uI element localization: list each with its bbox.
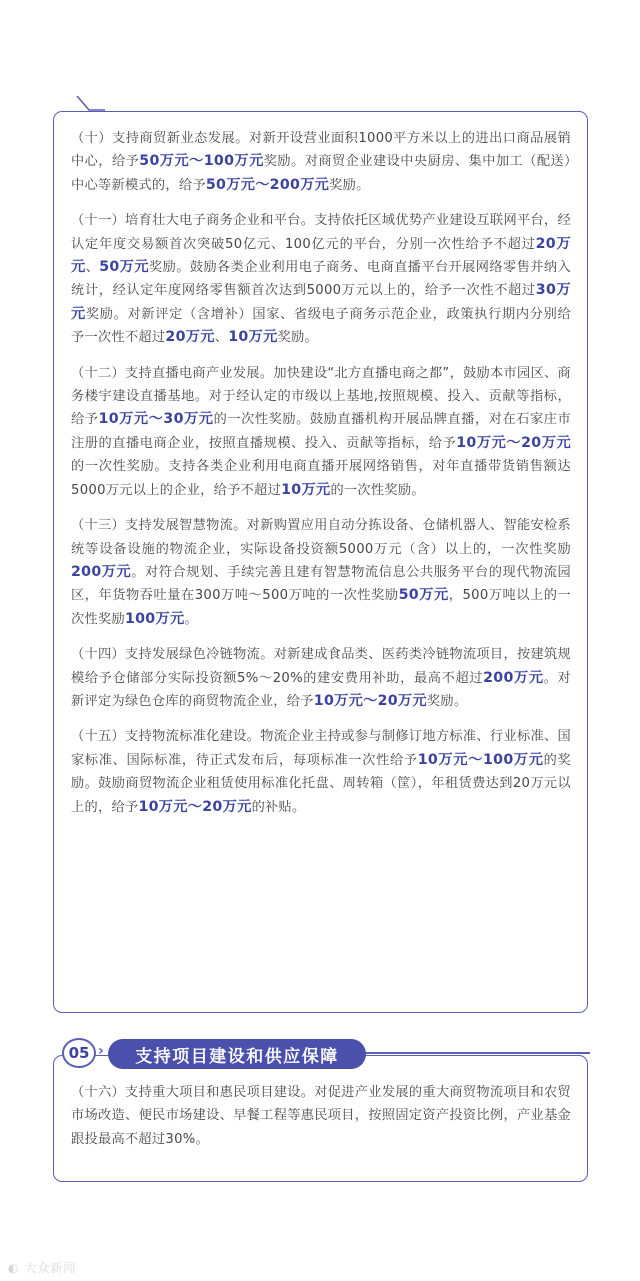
paragraph-text: （十六）支持重大项目和惠民项目建设。对促进产业发展的重大商贸物流项目和农贸市场改造、便民市场建设、早餐工程等惠民项目，按照固定资产投资比例，产业基金跟投最高不超过30%。 bbox=[71, 1085, 571, 1147]
policy-paragraph bbox=[71, 209, 571, 349]
paragraph-text: 的补贴。 bbox=[251, 799, 306, 815]
paragraph-text: 奖励。鼓励各类企业利用电子商务、电商直播平台开展网络零售并纳入统计，经认定年度网络零售额首次达到5000万元以上的，给予一次性不超过 bbox=[71, 260, 571, 299]
policy-paragraph bbox=[71, 514, 571, 631]
amount-highlight: 200万元 bbox=[483, 669, 544, 686]
paragraph-text: 奖励。 bbox=[426, 693, 468, 709]
policy-paragraph bbox=[71, 127, 571, 197]
section-title: 支持项目建设和供应保障 bbox=[108, 1039, 366, 1069]
amount-highlight: 10万元 bbox=[281, 481, 331, 498]
paragraph-text: ，500万吨以上的一次性奖励 bbox=[71, 588, 572, 627]
amount-highlight: 50万元 bbox=[398, 587, 449, 604]
amount-highlight: 30万元 bbox=[71, 282, 571, 322]
amount-highlight: 10万元～20万元 bbox=[138, 798, 252, 815]
chevron-right-icon: › bbox=[98, 1043, 104, 1059]
watermark-text: 大众新闻 bbox=[24, 1261, 77, 1275]
paragraph-text: 奖励。对新评定（含增补）国家、省级电子商务示范企业，政策执行期内分别给予一次性不超过 bbox=[71, 306, 571, 346]
paragraph-text: 。 bbox=[184, 611, 198, 627]
amount-highlight: 10万元 bbox=[228, 329, 278, 346]
amount-highlight: 100万元 bbox=[124, 610, 185, 627]
amount-highlight: 50万元～200万元 bbox=[205, 176, 330, 193]
policy-paragraph bbox=[71, 362, 571, 502]
policy-paragraph bbox=[71, 1081, 571, 1151]
amount-highlight: 10万元～20万元 bbox=[313, 692, 427, 709]
section-divider-line bbox=[365, 1052, 590, 1054]
paragraph-text: （十）支持商贸新业态发展。对新开设营业面积1000平方米以上的进出口商品展销中心，给予 bbox=[71, 131, 571, 170]
amount-highlight: 50万元 bbox=[99, 259, 149, 276]
paragraph-text: 奖励。 bbox=[329, 177, 370, 193]
amount-highlight: 200万元 bbox=[71, 563, 132, 580]
paragraph-text: 。对符合规划、手续完善且建有智慧物流信息公共服务平台的现代物流园区，年货物吞吐量在300万吨～500万吨的一次性奖励 bbox=[71, 564, 571, 604]
weibo-logo-icon: ◐ bbox=[8, 1261, 20, 1275]
paragraph-text: （十一）培育壮大电子商务企业和平台。支持依托区域优势产业建设互联网平台，经认定年度交易额首次突破50亿元、100亿元的平台，分别一次性给予不超过 bbox=[71, 213, 571, 252]
paragraph-text: 。对新评定为绿色仓库的商贸物流企业，给予 bbox=[71, 670, 572, 709]
paragraph-text: 的一次性奖励。鼓励直播机构开展品牌直播，对在石家庄市注册的直播电商企业，按照直播规模、投入、贡献等指标，给予 bbox=[71, 412, 572, 451]
paragraph-text: （十三）支持发展智慧物流。对新购置应用自动分拣设备、仓储机器人、智能安检系统等设备设施的物流企业，实际设备投资额5000万元（含）以上的，一次性奖励 bbox=[71, 518, 571, 557]
policy-paragraph bbox=[71, 725, 571, 819]
section-number-badge: 05 bbox=[62, 1038, 96, 1068]
policy-card-upper bbox=[53, 111, 588, 1013]
paragraph-text: 、 bbox=[85, 260, 100, 276]
paragraph-text: （十五）支持物流标准化建设。物流企业主持或参与制修订地方标准、行业标准、国家标准、国际标准，待正式发布后，每项标准一次性给予 bbox=[71, 729, 571, 768]
amount-highlight: 10万元～100万元 bbox=[417, 751, 544, 768]
watermark bbox=[8, 1259, 76, 1276]
paragraph-text: （十二）支持直播电商产业发展。加快建设“北方直播电商之都”，鼓励本市园区、商务楼宇建设直播基地。对于经认定的市级以上基地,按照规模、投入、贡献等指标，给予 bbox=[71, 365, 571, 428]
paragraph-text: 的奖励。鼓励商贸物流企业租赁使用标准化托盘、周转箱（筐），年租赁费达到20万元以上的，给予 bbox=[71, 752, 572, 815]
amount-highlight: 10万元～30万元 bbox=[98, 411, 214, 428]
paragraph-text: （十四）支持发展绿色冷链物流。对新建成食品类、医药类冷链物流项目，按建筑规模给予仓储部分实际投资额5%～20%的建安费用补助，最高不超过 bbox=[71, 647, 571, 686]
amount-highlight: 20万元 bbox=[165, 329, 215, 346]
paragraph-text: 、 bbox=[214, 330, 229, 346]
amount-highlight: 20万元 bbox=[71, 235, 571, 276]
policy-card-lower bbox=[53, 1055, 588, 1182]
paragraph-text: 的一次性奖励。 bbox=[330, 482, 425, 498]
paragraph-text: 奖励。对商贸企业建设中央厨房、集中加工（配送）中心等新模式的，给予 bbox=[71, 154, 572, 193]
paragraph-text: 的一次性奖励。支持各类企业利用电商直播开展网络销售，对年直播带货销售额达5000万元以上的企业，给予不超过 bbox=[71, 459, 571, 498]
amount-highlight: 10万元～20万元 bbox=[456, 434, 572, 451]
paragraph-text: 奖励。 bbox=[277, 330, 319, 346]
policy-paragraph bbox=[71, 643, 571, 713]
amount-highlight: 50万元～100万元 bbox=[139, 153, 264, 170]
